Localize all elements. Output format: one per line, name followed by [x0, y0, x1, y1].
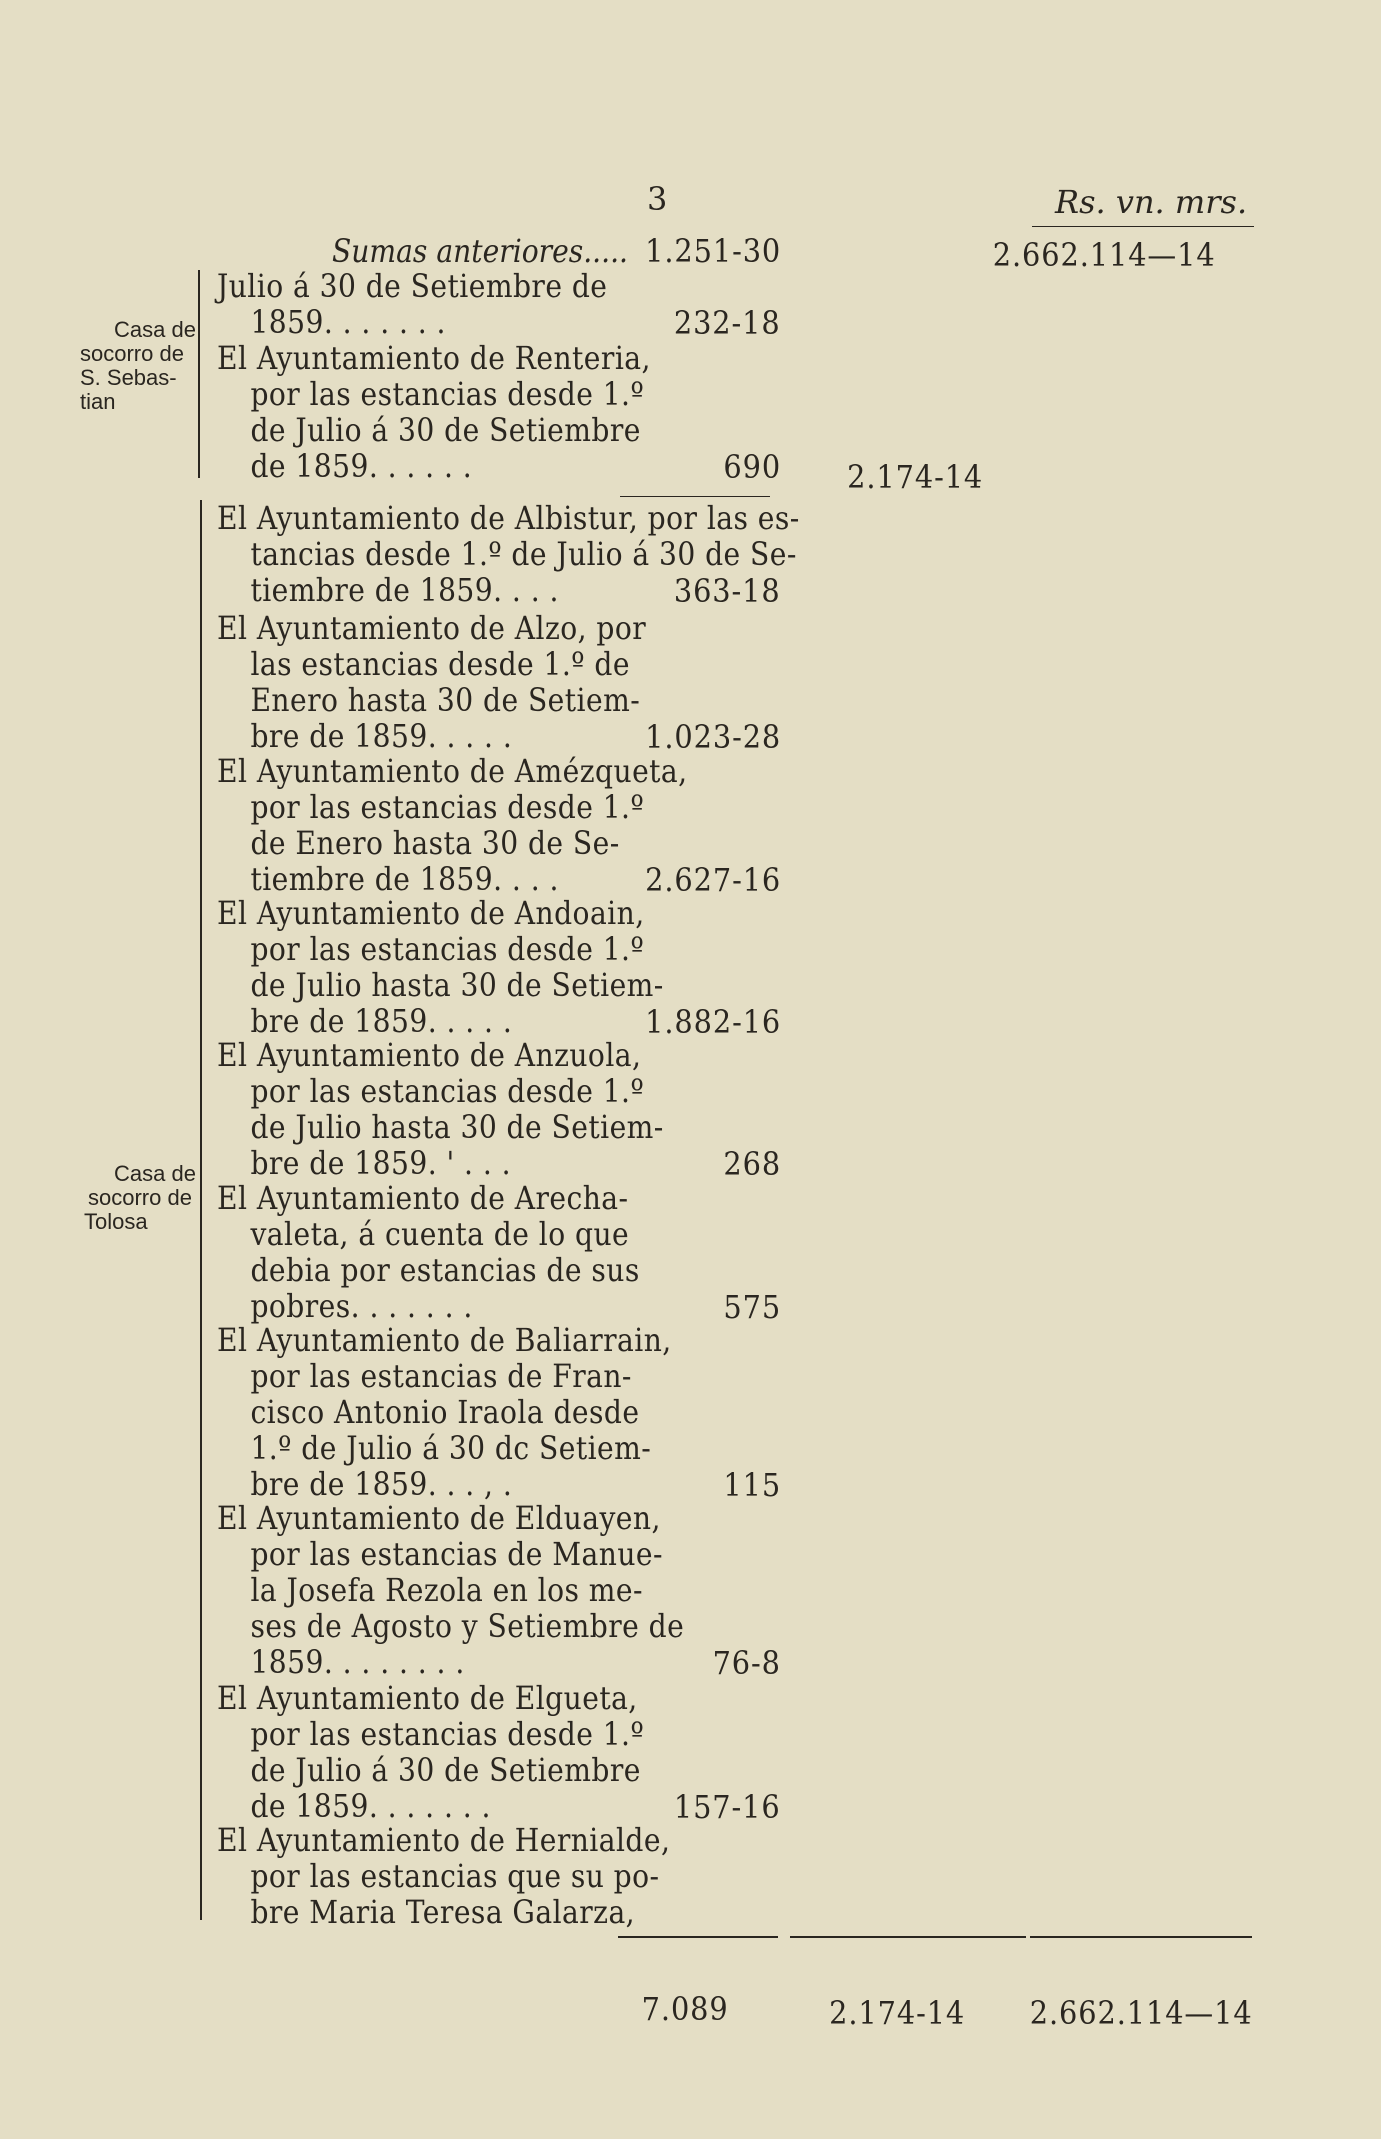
- entry-line: El Ayuntamiento de Elgueta,: [217, 1679, 638, 1717]
- entry-line: de 1859. . . . . .: [250, 447, 473, 485]
- subtotal-col2: 2.174-14: [846, 458, 983, 496]
- ledger-entry: [217, 268, 629, 340]
- entry-line: por las estancias desde 1.º: [250, 1072, 645, 1110]
- entry-line: pobres. . . . . . .: [250, 1287, 473, 1325]
- subtotal-rule: [620, 496, 770, 497]
- entry-line: Julio á 30 de Setiembre de: [217, 267, 608, 305]
- total-col2: 2.174-14: [828, 1994, 965, 2032]
- entry-amount: 363-18: [674, 572, 781, 610]
- entry-line: tiembre de 1859. . . .: [250, 571, 559, 609]
- entry-line: de Julio á 30 de Setiembre: [250, 1751, 641, 1789]
- entry-line: bre de 1859. . . . .: [250, 717, 513, 755]
- entry-line: El Ayuntamiento de Hernialde,: [217, 1821, 671, 1859]
- entry-line: la Josefa Rezola en los me-: [250, 1571, 643, 1609]
- entry-line: 1859. . . . . . .: [250, 303, 446, 341]
- total-rule-col2: [790, 1936, 1026, 1938]
- entry-line: tiembre de 1859. . . .: [250, 860, 559, 898]
- bracket-tolosa: [200, 500, 202, 1920]
- entry-line: bre de 1859. ' . . .: [250, 1144, 512, 1182]
- ledger-entry: [217, 1499, 685, 1681]
- entry-amount: 2.627-16: [644, 861, 781, 899]
- entry-line: por las estancias desde 1.º: [250, 375, 645, 413]
- carry-forward-col1: 1.251-30: [644, 232, 781, 270]
- entry-line: de Julio á 30 de Setiembre: [250, 411, 641, 449]
- entry-line: cisco Antonio Iraola desde: [250, 1393, 640, 1431]
- carry-forward-col3: 2.662.114—14: [993, 236, 1216, 274]
- ledger-entry: [217, 339, 651, 485]
- entry-amount: 232-18: [674, 304, 781, 342]
- entry-line: El Ayuntamiento de Elduayen,: [217, 1499, 661, 1537]
- ledger-entry: [217, 894, 664, 1040]
- total-col1: 7.089: [642, 1990, 729, 2028]
- entry-line: El Ayuntamiento de Alzo, por: [217, 609, 647, 647]
- entry-amount: 268: [723, 1145, 781, 1183]
- margin-line: tian: [80, 389, 116, 414]
- margin-line: Tolosa: [84, 1209, 148, 1234]
- entry-amount: 1.023-28: [644, 718, 781, 756]
- entry-line: bre de 1859. . . , .: [250, 1465, 513, 1503]
- entry-line: El Ayuntamiento de Andoain,: [217, 894, 645, 932]
- entry-line: por las estancias de Fran-: [250, 1357, 632, 1395]
- entry-line: valeta, á cuenta de lo que: [250, 1215, 630, 1253]
- entry-amount: 1.882-16: [644, 1003, 781, 1041]
- entry-line: El Ayuntamiento de Baliarrain,: [217, 1321, 672, 1359]
- entry-line: por las estancias desde 1.º: [250, 788, 645, 826]
- entry-line: tancias desde 1.º de Julio á 30 de Se-: [250, 535, 797, 573]
- entry-line: las estancias desde 1.º de: [250, 645, 630, 683]
- ledger-entry: [217, 1321, 672, 1503]
- entry-line: de 1859. . . . . . .: [250, 1787, 491, 1825]
- ledger-entry: [217, 1821, 671, 1931]
- bracket-san-sebastian: [198, 270, 200, 478]
- entry-amount: 157-16: [674, 1788, 781, 1826]
- margin-line: socorro de: [80, 341, 184, 366]
- entry-line: El Ayuntamiento de Renteria,: [217, 339, 651, 377]
- margin-line: S. Sebas-: [80, 365, 177, 390]
- entry-line: de Enero hasta 30 de Se-: [250, 824, 620, 862]
- entry-line: por las estancias que su po-: [250, 1857, 660, 1895]
- page-number: 3: [647, 180, 668, 218]
- entry-line: bre de 1859. . . . .: [250, 1002, 513, 1040]
- entry-line: de Julio hasta 30 de Setiem-: [250, 1108, 664, 1146]
- ledger-entry: [217, 1036, 664, 1182]
- entry-line: por las estancias de Manue-: [250, 1535, 663, 1573]
- entry-line: 1859. . . . . . . .: [250, 1643, 465, 1681]
- ledger-entry: [217, 1679, 645, 1825]
- entry-amount: 690: [723, 448, 781, 486]
- entry-line: ses de Agosto y Setiembre de: [250, 1607, 685, 1645]
- entry-line: debia por estancias de sus: [250, 1251, 640, 1289]
- total-rule-col1: [618, 1936, 778, 1938]
- ledger-entry: [217, 1179, 640, 1325]
- entry-line: de Julio hasta 30 de Setiem-: [250, 966, 664, 1004]
- header-rule: [1032, 226, 1254, 227]
- entry-amount: 115: [723, 1466, 781, 1504]
- entry-line: por las estancias desde 1.º: [250, 930, 645, 968]
- entry-line: El Ayuntamiento de Amézqueta,: [217, 752, 688, 790]
- total-rule-col3: [1030, 1936, 1252, 1938]
- entry-line: El Ayuntamiento de Arecha-: [217, 1179, 629, 1217]
- currency-header: Rs. vn. mrs.: [1055, 183, 1248, 221]
- entry-line: bre Maria Teresa Galarza,: [250, 1893, 636, 1931]
- entry-amount: 575: [723, 1288, 781, 1326]
- ledger-entry: [217, 609, 647, 755]
- margin-note-san-sebastian: [80, 318, 196, 414]
- ledger-entry: [217, 752, 688, 898]
- entry-line: El Ayuntamiento de Anzuola,: [217, 1036, 642, 1074]
- margin-note-tolosa: [84, 1162, 196, 1234]
- entry-amount: 76-8: [712, 1644, 781, 1682]
- margin-line: socorro de: [88, 1185, 192, 1210]
- margin-line: Casa de: [114, 317, 196, 342]
- entry-line: por las estancias desde 1.º: [250, 1715, 645, 1753]
- entry-line: 1.º de Julio á 30 dc Setiem-: [250, 1429, 652, 1467]
- entry-line: El Ayuntamiento de Albistur, por las es-: [217, 499, 800, 537]
- carry-forward-label: Sumas anteriores.....: [332, 232, 628, 270]
- entry-line: Enero hasta 30 de Setiem-: [250, 681, 641, 719]
- total-col3: 2.662.114—14: [1030, 1994, 1253, 2032]
- margin-line: Casa de: [114, 1161, 196, 1186]
